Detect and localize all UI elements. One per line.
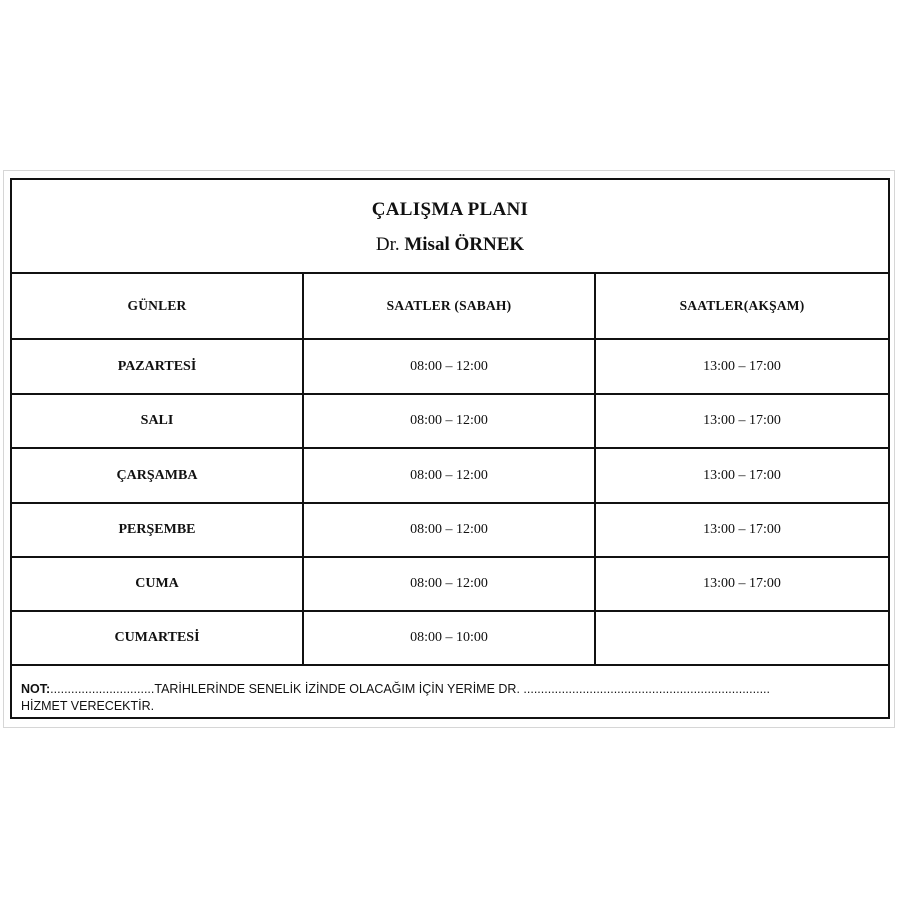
table-row [12,340,888,395]
morning-hours-cell: 08:00 – 12:00 [304,504,596,556]
day-cell: PAZARTESİ [12,340,304,393]
evening-hours-cell [596,612,888,664]
header-evening-hours: SAATLER(AKŞAM) [679,298,805,313]
header-morning-hours: SAATLER (SABAH) [304,274,596,338]
day-cell: CUMA [12,558,304,610]
day-cell: PERŞEMBE [12,504,304,556]
doctor-prefix: Dr. [375,234,400,255]
day-cell: CUMARTESİ [12,612,304,664]
note-block [21,681,881,715]
title-block [12,180,888,274]
morning-hours-cell: 08:00 – 10:00 [304,612,596,664]
table-row [12,612,888,666]
evening-hours-cell: 13:00 – 17:00 [703,413,781,428]
day-cell: SALI [12,395,304,447]
day-cell: ÇARŞAMBA [12,449,304,502]
note-text-1: ..............................TARİHLERİNDE SENELİK İZİNDE OLACAĞIM İÇİN YERİME DR. ....................................................................... [50,682,770,696]
note-label: NOT: [21,682,51,696]
table-header-row [12,274,888,340]
morning-hours-cell: 08:00 – 12:00 [304,395,596,447]
table-row [12,449,888,504]
doctor-name: Misal ÖRNEK [404,234,525,255]
schedule-title: ÇALIŞMA PLANI [371,199,529,220]
schedule-table [12,274,888,664]
morning-hours-cell: 08:00 – 12:00 [304,449,596,502]
morning-hours-cell: 08:00 – 12:00 [304,340,596,393]
note-line-2: HİZMET VERECEKTİR. [21,699,155,713]
table-row [12,504,888,558]
table-row [12,558,888,612]
morning-hours-cell: 08:00 – 12:00 [304,558,596,610]
evening-hours-cell: 13:00 – 17:00 [703,522,781,537]
table-row [12,395,888,449]
evening-hours-cell: 13:00 – 17:00 [703,467,781,483]
work-schedule-card [10,178,890,719]
header-days: GÜNLER [12,274,304,338]
doctor-name-line [12,234,888,256]
evening-hours-cell: 13:00 – 17:00 [703,576,781,591]
note-line-1 [21,681,881,698]
evening-hours-cell: 13:00 – 17:00 [703,358,781,374]
